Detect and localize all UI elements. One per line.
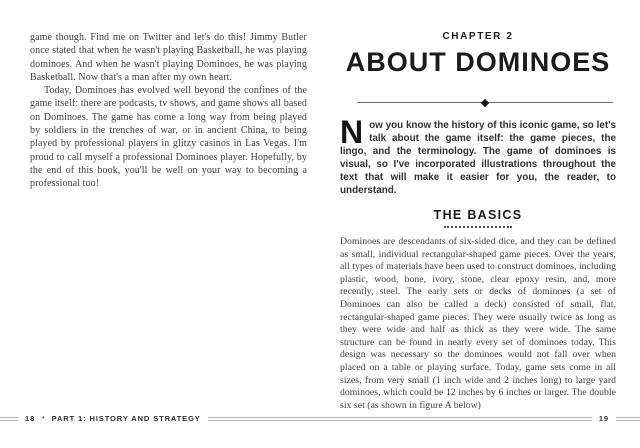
section-heading-wrap (340, 206, 616, 228)
footer-bullet: • (42, 415, 45, 422)
intro-paragraph (340, 114, 616, 198)
footer-rule-left-edge (0, 417, 18, 421)
divider-rule (357, 99, 613, 107)
dotted-underline (444, 226, 512, 228)
paragraph-2: Today, Dominoes has evolved well beyond the confines of the game itself: there are podcasts, tv shows, and game shows all based on Dominoes. The game has come a long way from being played by soldiers in the trenches of war, or in ancient China, to being played by professional players in glitzy casinos in Las Vegas. I'm proud to call myself a professional Dominoes player. Hopefully, by the end of this book, you'll be well on your way to becoming a professional too! (30, 85, 307, 190)
diamond-ornament-icon (481, 98, 489, 106)
section-heading: THE BASICS (433, 208, 523, 222)
chapter-title: ABOUT DOMINOES (345, 47, 611, 77)
drop-cap: N (340, 114, 364, 150)
footer (0, 414, 640, 423)
right-body-text: Dominoes are descendants of six-sided dice, and they can be defined as small, individual rectangular-shaped game pieces. Over the years, all types of materials have been used to construct dominoes, including plastic, wood, bone, ivory, stone, clear epoxy resin, and, more recently, steel. The early sets or decks of dominoes (a set of Dominoes can also be called a deck) consisted of small, flat, rectangular-shaped game pieces. They were usually twice as long as they were wide and half as thick as they were wide. The same structure can be found in nearly every set of dominoes today. This design was necessary so the dominoes would not fall over when placed on a table or playing surface. Today, game sets come in all sizes, from very small (1 inch wide and 2 inches long) to large yard dominoes, which could be 12 inches by 6 inches or larger. The double six set (as shown in figure A below) (340, 236, 616, 411)
right-page-number: 19 (598, 414, 609, 423)
footer-rule-middle (208, 417, 592, 421)
footer-part-label: PART 1: HISTORY AND STRATEGY (51, 414, 201, 423)
footer-rule-right-edge (616, 417, 640, 421)
left-body-text (30, 31, 307, 191)
intro-text: ow you know the history of this iconic game, so let's talk about the game itself: the game pieces, the lingo, and the terminology. The game of dominoes is visual, so I've incorporated illustrations throughout the text that will make it easier for you, the reader, to understand. (340, 120, 616, 197)
paragraph-1: game though. Find me on Twitter and let's do this! Jimmy Butler once stated that when he wasn't playing Basketball, he was playing dominoes. And when he wasn't playing Dominoes, he was playing Basketball. Now that's a man after my own heart. (30, 32, 307, 83)
chapter-label: CHAPTER 2 (442, 31, 514, 42)
left-page-number: 18 (25, 414, 36, 423)
